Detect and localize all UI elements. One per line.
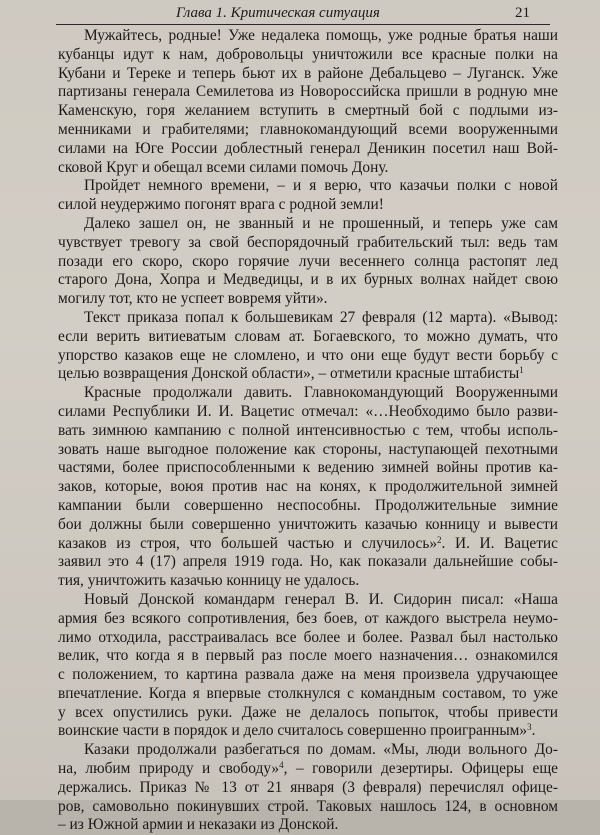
text-line: заков, которые, воюя против нас на конях, к продолжительной зимней xyxy=(58,478,558,496)
text-line: заявил это 4 (17) апреля 1919 года. Но, как показали дальнейшие собы- xyxy=(58,553,558,571)
text-line: позади его скоро, скоро горячие лучи весеннего солнца растопят лед xyxy=(58,252,558,270)
text-line: Далеко зашел он, не званный и не прошенный, и теперь уже сам xyxy=(84,214,558,232)
text-line: с положением, то картина развала даже на меня произвела удручающее xyxy=(58,666,558,684)
header-rule xyxy=(56,24,550,25)
text-line: старого Дона, Хопра и Медведицы, и в их бурных волнах найдет свою xyxy=(58,271,558,289)
text-line: могилу тот, кто не успеет вовремя уйти». xyxy=(58,290,328,308)
footnote-marker[interactable]: 2 xyxy=(437,534,442,545)
body-text xyxy=(58,27,558,835)
text-line: Казаки продолжали разбегаться по домам. «Мы, люди вольного До- xyxy=(84,741,558,759)
text-line: на, любим природу и свободу»$^4$, – говорили дезертиры. Офицеры еще xyxy=(58,760,558,778)
text-line: силами на Юге России доблестный генерал Деникин посетил наш Вой- xyxy=(58,139,558,157)
text-line: партизаны генерала Семилетова из Новороссийска пришли в родную мне xyxy=(58,83,558,101)
paragraph xyxy=(58,177,558,215)
paragraph xyxy=(58,384,558,591)
text-line: лимо отходила, расстраивалась все более и более. Развал был настолько xyxy=(58,628,558,646)
text-line: Красные продолжали давить. Главнокомандующий Вооруженными xyxy=(84,384,558,402)
text-line: Каменскую, горя желанием вступить в смертный бой с подлыми из- xyxy=(58,102,558,120)
text-line: у всех опустились руки. Даже не делалось попыток, чтобы привести xyxy=(58,703,558,721)
text-line: Новый Донской командарм генерал В. И. Сидорин писал: «Наша xyxy=(84,590,558,608)
text-line: впечатление. Когда я впервые столкнулся с командным составом, то уже xyxy=(58,684,558,702)
text-line: зовать наше выгодное положение как стороны, наступающей пехотными xyxy=(58,440,558,458)
text-line: силами Республики И. И. Вацетис отмечал: «…Необходимо было разви- xyxy=(58,402,558,420)
text-line: Кубани и Тереке и теперь бьют их в районе Дебальцево – Луганск. Уже xyxy=(58,64,558,82)
text-line: бои должны были совершенно уничтожить казачью конницу и вывести xyxy=(58,515,558,533)
text-line: армия без всякого сопротивления, без боев, от каждого выстрела неумо- xyxy=(58,609,558,627)
text-line: держались. Приказ № 13 от 21 января (3 февраля) перечислял офице- xyxy=(58,778,558,796)
text-line: частями, более приспособленными к ведению зимней войны против ка- xyxy=(58,459,558,477)
text-line: сковой Круг и обещал всеми силами помочь Дону. xyxy=(58,158,389,176)
text-line: – из Южной армии и неказаки из Донской. xyxy=(58,816,339,834)
text-line: Пройдет немного времени, – и я верю, что казачьи полки с новой xyxy=(84,177,558,195)
text-line: Текст приказа попал к большевикам 27 февраля (12 марта). «Вывод: xyxy=(84,308,558,326)
text-line: если верить витиеватым словам ат. Богаевского, то можно думать, что xyxy=(58,327,558,345)
text-line: ров, самовольно покинувших строй. Таковых нашлось 124, в основном xyxy=(58,797,558,815)
text-line: целью возвращения Донской области», – отметили красные штабисты$^1$ xyxy=(58,365,524,383)
text-line: Мужайтесь, родные! Уже недалека помощь, уже родные братья наши xyxy=(84,27,558,44)
text-line: воинские части в порядок и дело считалось совершенно проигранным»$^3$. xyxy=(58,722,536,740)
text-line: тия, уничтожить казачью конницу не удалось. xyxy=(58,572,360,590)
paragraph xyxy=(58,215,558,309)
running-header xyxy=(56,2,552,24)
text-line: менниками и грабителями; главнокомандующий всеми вооруженными xyxy=(58,120,558,138)
text-line: чувствует тревогу за свой беспорядочный грабительский тыл: ведь там xyxy=(58,233,558,251)
paragraph xyxy=(58,591,558,741)
paragraph xyxy=(58,27,558,177)
text-line: кампании были совершенно неспособны. Продолжительные зимние xyxy=(58,496,558,514)
text-line: велик, что когда я в первый раз после моего назначения… ознакомился xyxy=(58,647,558,665)
paragraph xyxy=(58,309,558,384)
text-line: вать зимнюю кампанию с полной интенсивностью с тем, чтобы исполь- xyxy=(58,421,558,439)
text-line: силой неудержимо погонят врага с родной земли! xyxy=(58,196,384,214)
footnote-marker[interactable]: 1 xyxy=(519,365,524,376)
text-line: казаков из строя, что большей частью и случилось»$^2$. И. И. Вацетис xyxy=(58,534,558,552)
footnote-marker[interactable]: 4 xyxy=(279,760,284,771)
paragraph xyxy=(58,741,558,835)
text-line: упорство казаков еще не сломлено, и что они еще будут вести борьбу с xyxy=(58,346,558,364)
chapter-title: Глава 1. Критическая ситуация xyxy=(176,5,380,21)
footnote-marker[interactable]: 3 xyxy=(527,722,532,733)
page-number: 21 xyxy=(515,5,530,21)
text-line: кубанцы идут к нам, добровольцы уничтожили все красные полки на xyxy=(58,45,558,63)
